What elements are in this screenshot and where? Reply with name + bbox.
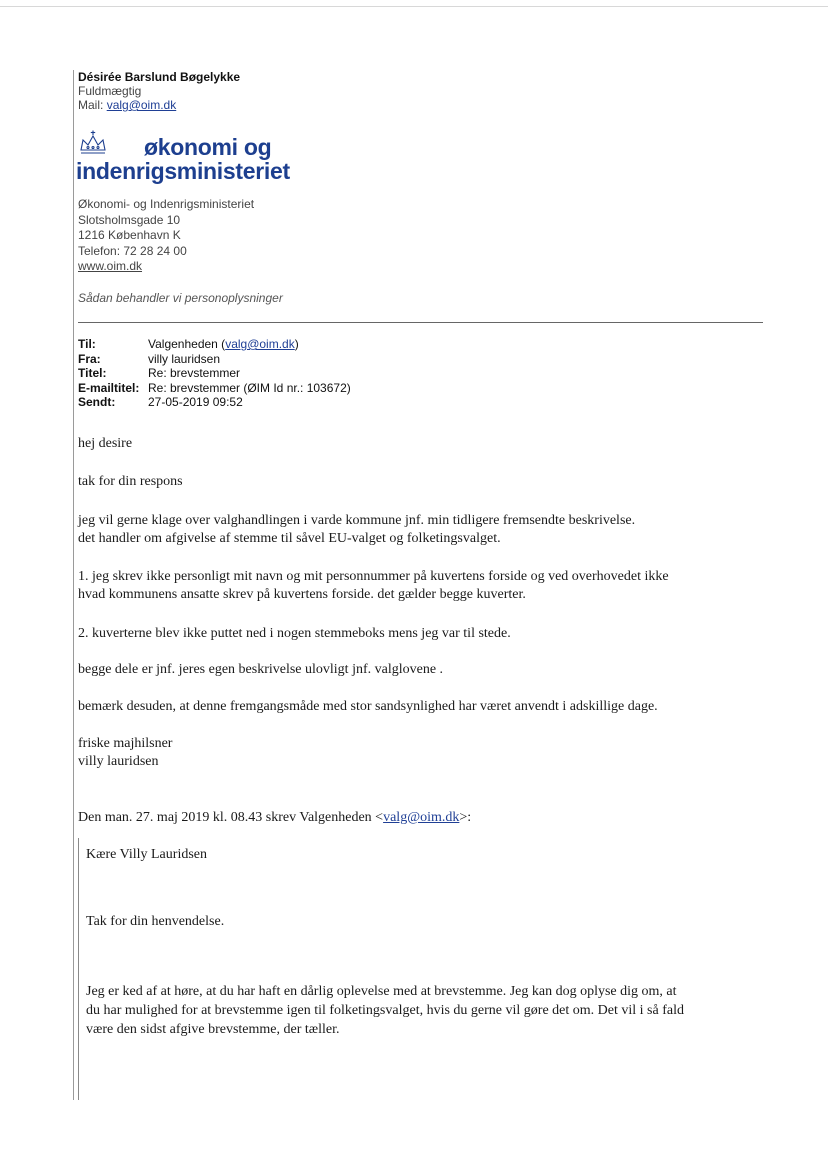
sent-label: Sendt: bbox=[78, 395, 116, 409]
privacy-link[interactable]: Sådan behandler vi personoplysninger bbox=[78, 291, 283, 305]
sender-mail bbox=[78, 98, 240, 112]
to-value: Valgenheden (valg@oim.dk) bbox=[148, 337, 299, 351]
sent-value: 27-05-2019 09:52 bbox=[148, 395, 243, 409]
quote-bar bbox=[78, 838, 79, 1100]
signature-block bbox=[78, 70, 240, 112]
address-city: 1216 København K bbox=[78, 228, 181, 242]
body-paragraph-5: bemærk desuden, at denne fremgangsmåde med stor sandsynlighed har været anvendt i adskillige dage. bbox=[78, 699, 658, 714]
quoted-thanks: Tak for din henvendelse. bbox=[86, 914, 225, 929]
body-paragraph-2: 1. jeg skrev ikke personligt mit navn og mit personnummer på kuvertens forside og ved overhovedet ikke hvad kommunens ansatte skrev på kuvertens forside. det gælder begge kuverter. bbox=[78, 569, 669, 602]
quote-email-link[interactable]: valg@oim.dk bbox=[383, 810, 460, 825]
logo-line-2: indenrigsministeriet bbox=[76, 158, 290, 184]
address-phone: Telefon: 72 28 24 00 bbox=[78, 243, 187, 258]
to-label: Til: bbox=[78, 337, 96, 351]
body-closing: friske majhilsner villy lauridsen bbox=[78, 736, 173, 769]
quoted-salutation: Kære Villy Lauridsen bbox=[86, 847, 207, 862]
crown-icon bbox=[78, 130, 108, 156]
subject-label: Titel: bbox=[78, 366, 107, 380]
quote-intro: Den man. 27. maj 2019 kl. 08.43 skrev Valgenheden <valg@oim.dk>: bbox=[78, 810, 472, 825]
sender-name: Désirée Barslund Bøgelykke bbox=[78, 70, 241, 84]
body-paragraph-3: 2. kuverterne blev ikke puttet ned i nogen stemmeboks mens jeg var til stede. bbox=[78, 626, 511, 641]
mail-subject-label: E-mailtitel: bbox=[78, 380, 140, 395]
header-divider bbox=[78, 322, 763, 323]
website-link[interactable]: www.oim.dk bbox=[78, 259, 143, 273]
sender-title: Fuldmægtig bbox=[78, 84, 142, 98]
page-top-edge bbox=[0, 6, 828, 7]
quoted-paragraph: Jeg er ked af at høre, at du har haft en dårlig oplevelse med at brevstemme. Jeg kan dog oplyse dig om, at du har mulighed for at brevstemme igen til folketingsvalget, hvis du gerne vil gøre det om. Det vil i så fald være den sidst afgive brevstemme, der tæller. bbox=[86, 984, 684, 1037]
address-org: Økonomi- og Indenrigsministeriet bbox=[78, 197, 255, 211]
to-email-link[interactable]: valg@oim.dk bbox=[225, 337, 295, 351]
from-value: villy lauridsen bbox=[148, 351, 221, 366]
address-street: Slotsholmsgade 10 bbox=[78, 212, 181, 227]
body-thanks: tak for din respons bbox=[78, 474, 183, 489]
body-paragraph-4: begge dele er jnf. jeres egen beskrivelse ulovligt jnf. valglovene . bbox=[78, 662, 444, 677]
body-greeting: hej desire bbox=[78, 436, 133, 451]
subject-value: Re: brevstemmer bbox=[148, 366, 241, 380]
body-paragraph-1: jeg vil gerne klage over valghandlingen i varde kommune jnf. min tidligere fremsendte beskrivelse. det handler om afgivelse af stemme til såvel EU-valget og folketingsvalget. bbox=[78, 513, 636, 546]
email-header bbox=[78, 337, 351, 410]
sender-mail-link[interactable]: valg@oim.dk bbox=[106, 98, 177, 112]
from-label: Fra: bbox=[78, 351, 101, 366]
mail-subject-value: Re: brevstemmer (ØIM Id nr.: 103672) bbox=[148, 380, 351, 395]
mail-label: Mail: bbox=[78, 98, 104, 112]
quote-margin-line bbox=[73, 70, 74, 1100]
address-block bbox=[78, 197, 254, 275]
ministry-logo bbox=[76, 128, 290, 184]
logo-line-1: økonomi og bbox=[144, 134, 272, 160]
